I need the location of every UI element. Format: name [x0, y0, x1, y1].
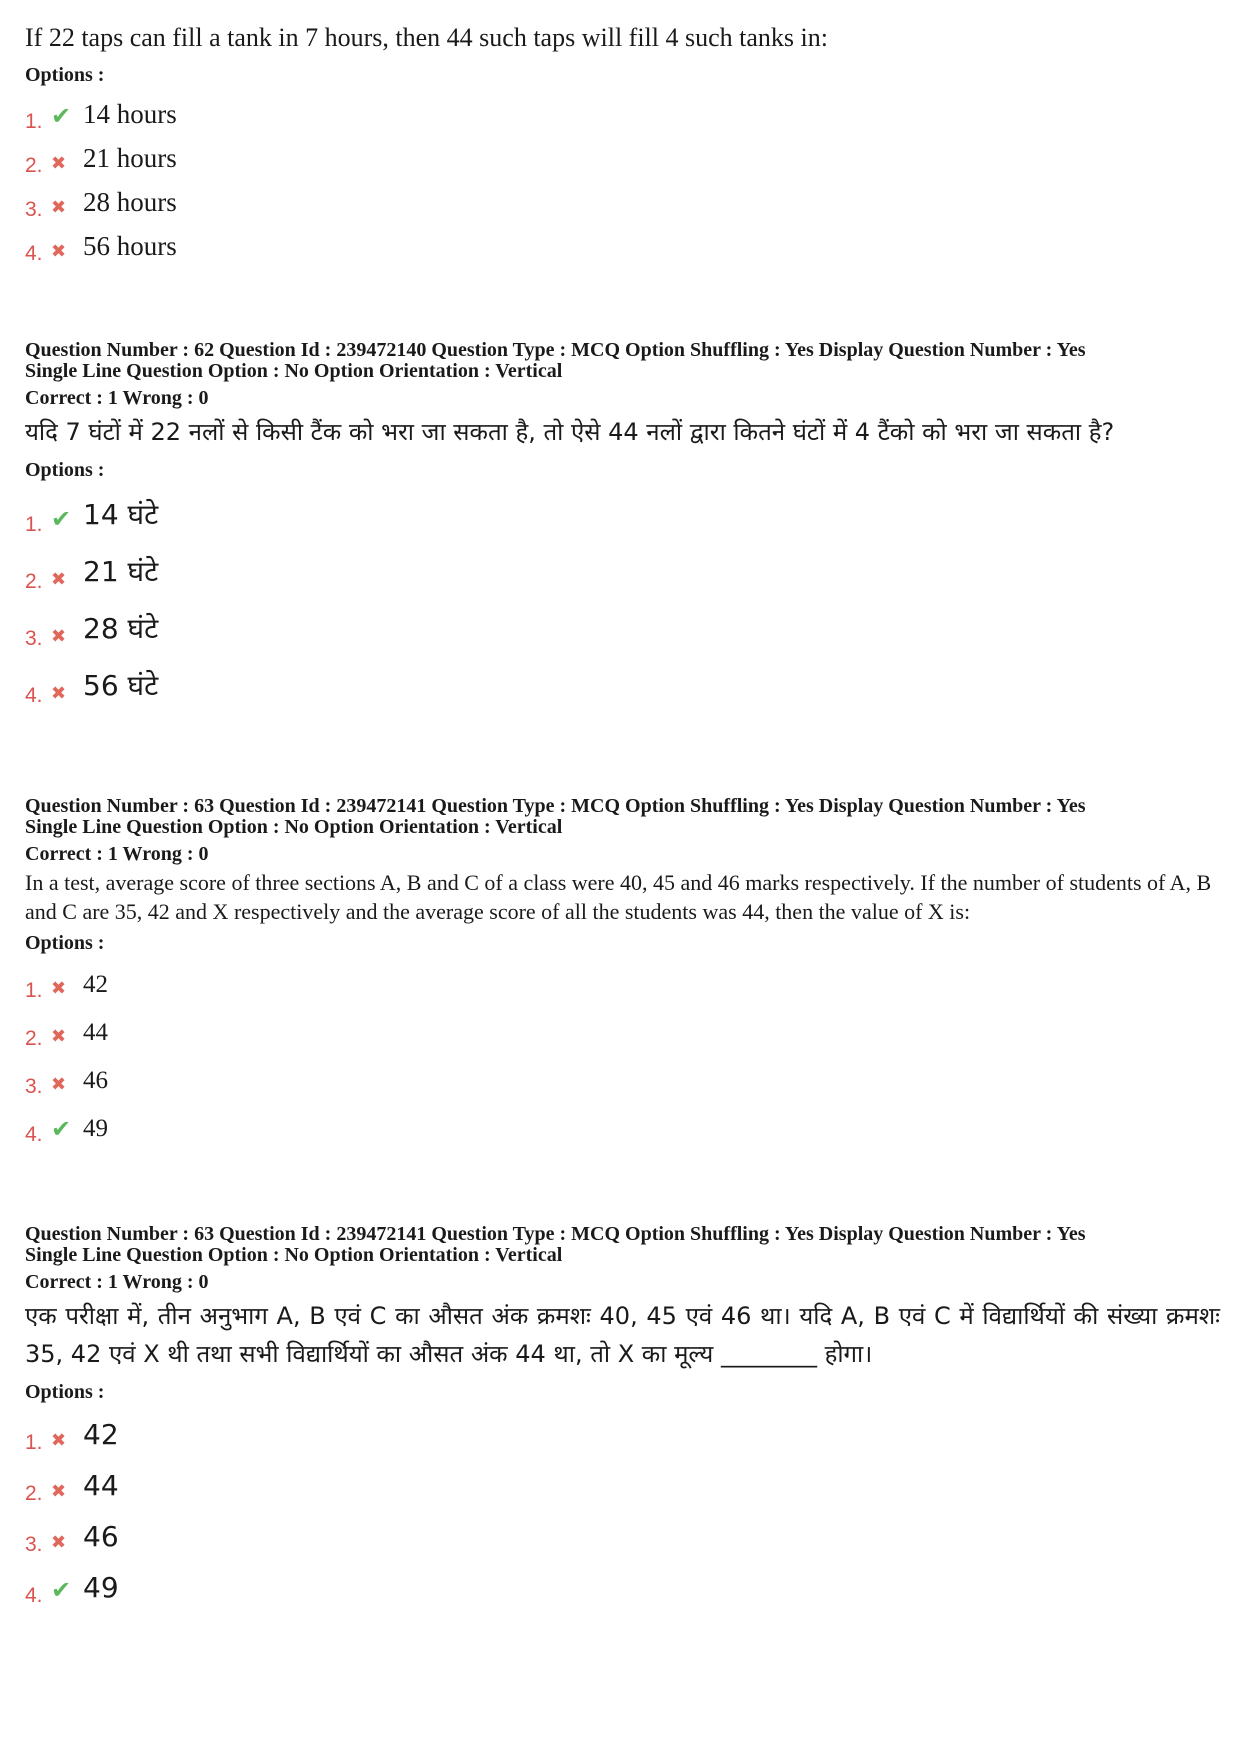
option-text: 21 घंटे — [83, 555, 159, 588]
option-text: 56 घंटे — [83, 669, 159, 702]
option-text: 28 घंटे — [83, 612, 159, 645]
option-text: 28 hours — [83, 187, 177, 217]
check-icon: ✔ — [51, 505, 72, 533]
option-3 — [25, 1047, 1220, 1098]
cross-icon: ✖ — [51, 153, 67, 174]
option-4 — [25, 1095, 1220, 1146]
option-1 — [25, 86, 1220, 133]
option-text: 44 — [83, 1469, 119, 1502]
option-number: 2. — [25, 1482, 43, 1505]
option-number: 1. — [25, 110, 43, 133]
option-number: 4. — [25, 242, 43, 265]
cross-icon: ✖ — [51, 569, 67, 590]
options-label: Options : — [25, 64, 105, 86]
cross-icon: ✖ — [51, 1532, 67, 1553]
option-number: 2. — [25, 570, 43, 593]
cross-icon: ✖ — [51, 1074, 67, 1095]
question-meta-line2: Single Line Question Option : No Option Orientation : Vertical — [25, 816, 563, 838]
option-2 — [25, 1451, 1220, 1505]
option-number: 3. — [25, 198, 43, 221]
marks-info: Correct : 1 Wrong : 0 — [25, 843, 209, 865]
option-number: 1. — [25, 1431, 43, 1454]
question-63-english — [25, 795, 1220, 1146]
options-label: Options : — [25, 1381, 105, 1403]
cross-icon: ✖ — [51, 626, 67, 647]
option-3 — [25, 1502, 1220, 1556]
option-text: 14 घंटे — [83, 498, 159, 531]
option-text: 14 hours — [83, 99, 177, 129]
option-number: 4. — [25, 1584, 43, 1607]
check-icon: ✔ — [51, 1115, 72, 1143]
option-number: 1. — [25, 979, 43, 1002]
question-62 — [25, 339, 1220, 707]
options-list — [25, 954, 1220, 1146]
option-3 — [25, 174, 1220, 221]
check-icon: ✔ — [51, 102, 72, 130]
options-label: Options : — [25, 459, 105, 481]
option-text: 42 — [83, 1418, 119, 1451]
option-text: 21 hours — [83, 143, 177, 173]
option-number: 2. — [25, 1027, 43, 1050]
question-text: If 22 taps can fill a tank in 7 hours, then 44 such taps will fill 4 such tanks in: — [25, 23, 828, 52]
options-list — [25, 86, 1220, 265]
option-text: 44 — [83, 1019, 108, 1046]
option-1 — [25, 1403, 1220, 1454]
options-list — [25, 1403, 1220, 1607]
option-2 — [25, 533, 1220, 593]
option-2 — [25, 999, 1220, 1050]
question-meta-line1: Question Number : 63 Question Id : 239472141 Question Type : MCQ Option Shuffling : Yes Display Question Number : Yes — [25, 795, 1086, 817]
option-text: 49 — [83, 1115, 108, 1142]
option-number: 2. — [25, 154, 43, 177]
option-number: 3. — [25, 627, 43, 650]
question-meta-line2: Single Line Question Option : No Option Orientation : Vertical — [25, 1244, 563, 1266]
option-4 — [25, 647, 1220, 707]
question-61 — [25, 22, 1220, 265]
option-2 — [25, 130, 1220, 177]
question-63-hindi — [25, 1223, 1220, 1607]
question-meta-line1: Question Number : 62 Question Id : 239472140 Question Type : MCQ Option Shuffling : Yes Display Question Number : Yes — [25, 339, 1086, 361]
check-icon: ✔ — [51, 1576, 72, 1604]
option-text: 42 — [83, 971, 108, 998]
option-1 — [25, 954, 1220, 1002]
question-meta-line1: Question Number : 63 Question Id : 239472141 Question Type : MCQ Option Shuffling : Yes Display Question Number : Yes — [25, 1223, 1086, 1245]
marks-info: Correct : 1 Wrong : 0 — [25, 1271, 209, 1293]
question-text: एक परीक्षा में, तीन अनुभाग A, B एवं C का औसत अंक क्रमशः 40, 45 एवं 46 था। यदि A, B एवं C में विद्यार्थियों की संख्या क्रमशः 35, 42 एवं X थी तथा सभी विद्यार्थियों का औसत अंक 44 था, तो X का मूल्य ________ होगा। — [25, 1302, 1220, 1368]
option-3 — [25, 590, 1220, 650]
option-number: 4. — [25, 1123, 43, 1146]
options-list — [25, 481, 1220, 707]
cross-icon: ✖ — [51, 683, 67, 704]
cross-icon: ✖ — [51, 1430, 67, 1451]
option-4 — [25, 218, 1220, 265]
option-1 — [25, 481, 1220, 536]
cross-icon: ✖ — [51, 978, 67, 999]
option-text: 46 — [83, 1520, 119, 1553]
options-label: Options : — [25, 932, 105, 954]
cross-icon: ✖ — [51, 241, 67, 262]
cross-icon: ✖ — [51, 197, 67, 218]
option-text: 49 — [83, 1571, 119, 1604]
option-text: 46 — [83, 1067, 108, 1094]
cross-icon: ✖ — [51, 1026, 67, 1047]
question-text: In a test, average score of three sections A, B and C of a class were 40, 45 and 46 marks respectively. If the number of students of A, B and C are 35, 42 and X respectively and the average score of all the students was 44, then the value of X is: — [25, 870, 1212, 924]
cross-icon: ✖ — [51, 1481, 67, 1502]
marks-info: Correct : 1 Wrong : 0 — [25, 387, 209, 409]
option-number: 3. — [25, 1075, 43, 1098]
question-meta-line2: Single Line Question Option : No Option Orientation : Vertical — [25, 360, 563, 382]
option-number: 4. — [25, 684, 43, 707]
option-number: 3. — [25, 1533, 43, 1556]
question-text: यदि 7 घंटों में 22 नलों से किसी टैंक को भरा जा सकता है, तो ऐसे 44 नलों द्वारा कितने घंटों में 4 टैंको को भरा जा सकता है? — [25, 418, 1115, 446]
option-number: 1. — [25, 513, 43, 536]
option-text: 56 hours — [83, 231, 177, 261]
option-4 — [25, 1553, 1220, 1607]
